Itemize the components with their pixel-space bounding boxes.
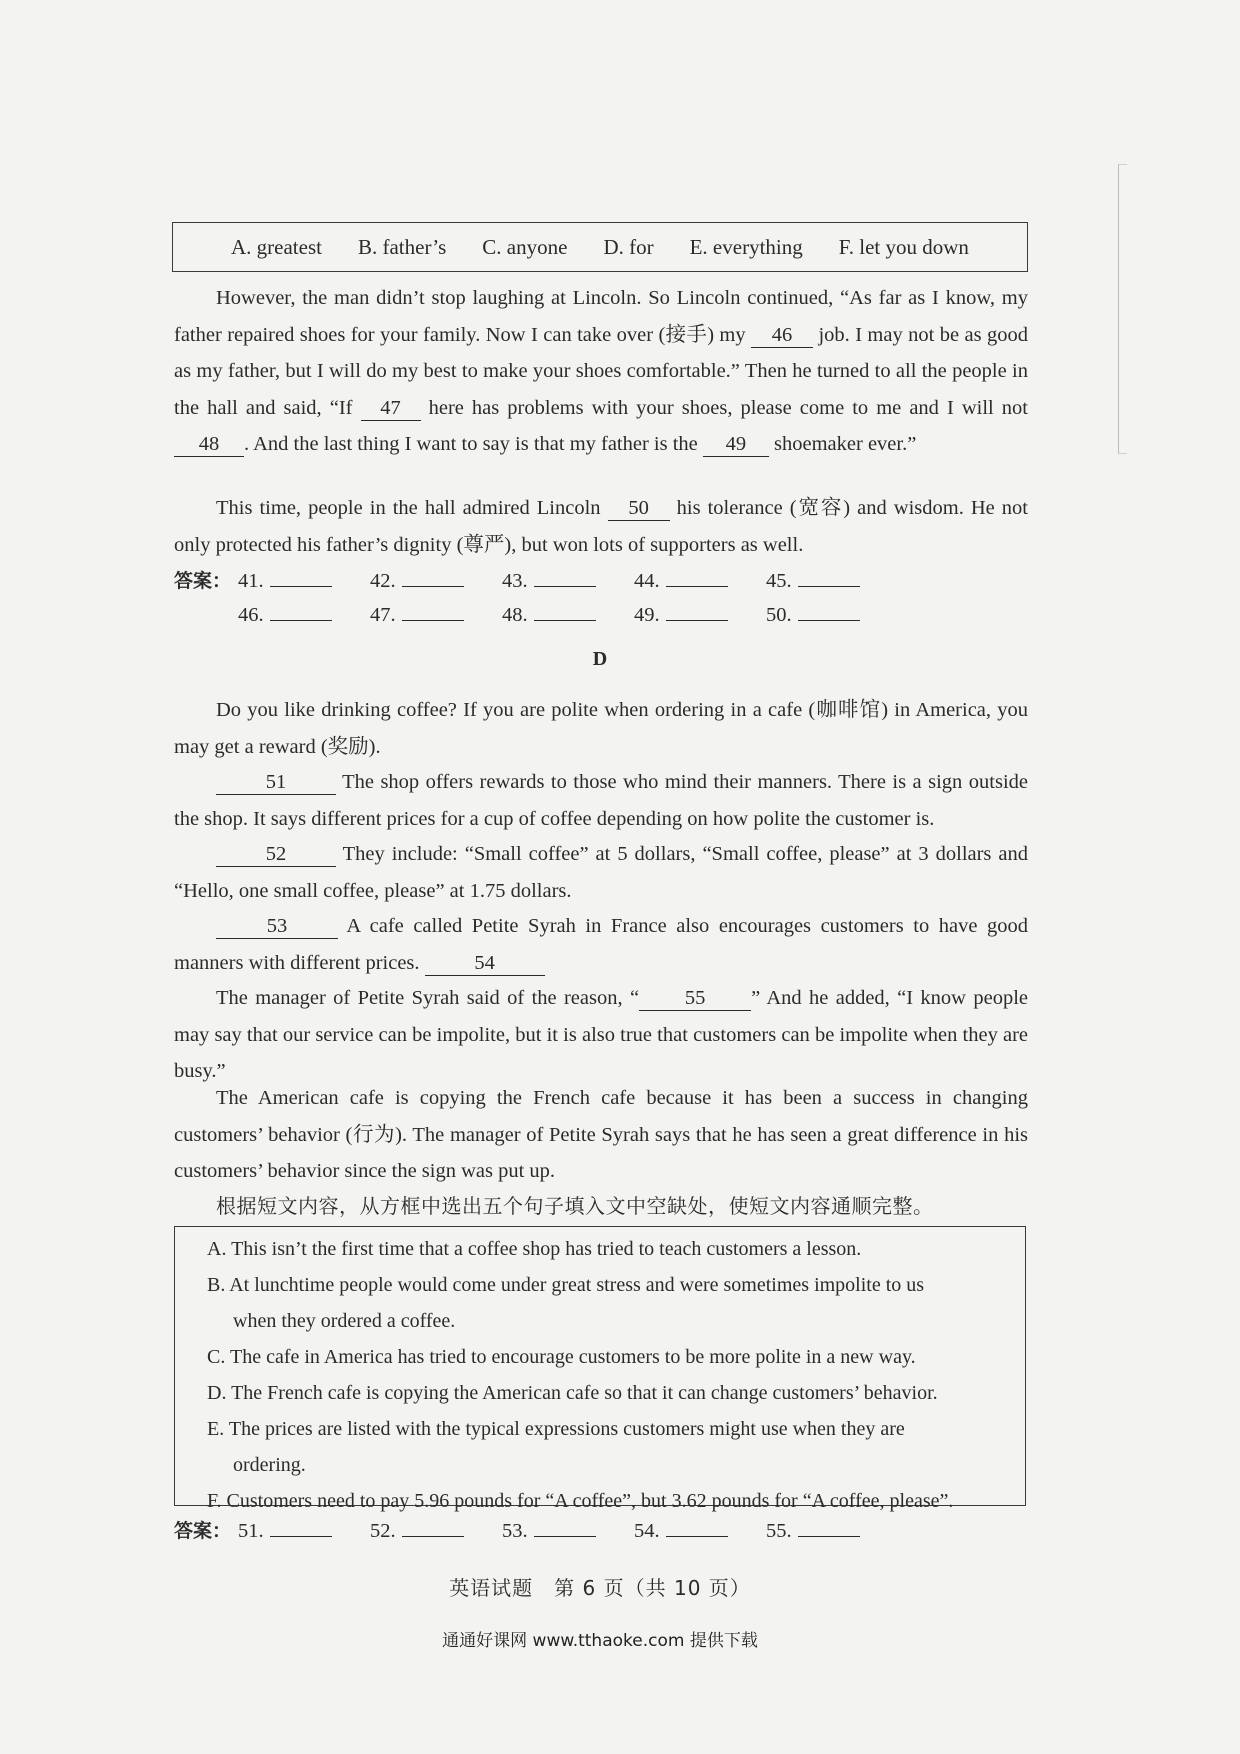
- answer-slot-47[interactable]: [402, 602, 464, 621]
- answer-slot-53[interactable]: [534, 1518, 596, 1537]
- blank-54: 54: [425, 951, 545, 976]
- passage-d-paragraph-5: The manager of Petite Syrah said of the reason, “ 55 ” And he added, “I know people may say that our service can be impolite, but it is also true that customers can be impolite when they are busy.”: [174, 987, 1028, 1082]
- answer-slot-48[interactable]: [534, 602, 596, 621]
- passage-d-paragraph-1: Do you like drinking coffee? If you are polite when ordering in a cafe (咖啡馆) in America, you may get a reward (奖励).: [174, 699, 1028, 758]
- answer-slot-51[interactable]: [270, 1518, 332, 1537]
- sentence-option-f: F. Customers need to pay 5.96 pounds for “A coffee”, but 3.62 pounds for “A coffee, please”.: [207, 1490, 954, 1512]
- passage-d-paragraph-4: 53 A cafe called Petite Syrah in France also encourages customers to have good manners with different prices. 54: [174, 915, 1028, 974]
- passage-d-paragraph-3: 52 They include: “Small coffee” at 5 dollars, “Small coffee, please” at 3 dollars and “Hello, one small coffee, please” at 1.75 dollars.: [174, 843, 1028, 902]
- answer-row-41-45: 答案： 41. 42. 43. 44. 45.: [174, 566, 898, 593]
- passage-c-paragraph-2: This time, people in the hall admired Lincoln 50 his tolerance (宽容) and wisdom. He not only protected his father’s dignity (尊严), but won lots of supporters as well.: [174, 497, 1029, 556]
- blank-55: 55: [639, 986, 751, 1011]
- answer-slot-43[interactable]: [534, 568, 596, 587]
- blank-50: 50: [608, 496, 670, 521]
- word-option: A. greatest: [231, 234, 322, 259]
- answer-slot-42[interactable]: [402, 568, 464, 587]
- answer-slot-55[interactable]: [798, 1518, 860, 1537]
- answer-label: 答案：: [174, 570, 232, 592]
- word-option: F. let you down: [838, 234, 969, 259]
- sentence-options-box: [174, 1226, 1026, 1512]
- blank-49: 49: [703, 432, 769, 457]
- sentence-option-e-continued: ordering.: [233, 1454, 306, 1476]
- instruction-text: 根据短文内容，从方框中选出五个句子填入文中空缺处，使短文内容通顺完整。: [216, 1194, 934, 1218]
- passage-d-paragraph-2: 51 The shop offers rewards to those who mind their manners. There is a sign outside the shop. It says different prices for a cup of coffee depending on how polite the customer is.: [174, 771, 1028, 830]
- word-options-box: [172, 222, 1028, 272]
- blank-53: 53: [216, 914, 338, 939]
- blank-47: 47: [361, 396, 421, 421]
- download-watermark: 通通好课网 www.tthaoke.com 提供下载: [442, 1631, 758, 1651]
- word-option: C. anyone: [482, 234, 568, 259]
- answer-slot-54[interactable]: [666, 1518, 728, 1537]
- answer-slot-44[interactable]: [666, 568, 728, 587]
- blank-48: 48: [174, 432, 244, 457]
- page-footer: 英语试题 第 6 页（共 10 页）: [449, 1576, 751, 1600]
- sentence-option-b: B. At lunchtime people would come under great stress and were sometimes impolite to us: [207, 1274, 925, 1296]
- word-option: B. father’s: [357, 234, 447, 259]
- blank-52: 52: [216, 842, 336, 867]
- passage-c-paragraph-1: However, the man didn’t stop laughing at Lincoln. So Lincoln continued, “As far as I know, my father repaired shoes for your family. Now I can take over (接手) my 46 job. I may not be as good as my father, but I will do my best to make your shoes comfortable.” Then he turned to all the people in the hall and said, “If 47 here has problems with your shoes, please come to me and I will not 48 . And the last thing I want to say is that my father is the 49 shoemaker ever.”: [174, 287, 1028, 455]
- section-title-d: D: [592, 648, 608, 670]
- sentence-option-b-continued: when they ordered a coffee.: [233, 1310, 456, 1332]
- answer-label: 答案：: [174, 1520, 232, 1542]
- blank-46: 46: [751, 323, 813, 348]
- answer-row-51-55: 答案： 51. 52. 53. 54. 55.: [174, 1516, 898, 1543]
- answer-slot-50[interactable]: [798, 602, 860, 621]
- answer-slot-45[interactable]: [798, 568, 860, 587]
- blank-51: 51: [216, 770, 336, 795]
- sentence-option-e: E. The prices are listed with the typical expressions customers might use when they are: [207, 1418, 905, 1440]
- sentence-option-d: D. The French cafe is copying the American cafe so that it can change customers’ behavior.: [207, 1382, 938, 1404]
- answer-slot-41[interactable]: [270, 568, 332, 587]
- passage-d-paragraph-6: The American cafe is copying the French cafe because it has been a success in changing customers’ behavior (行为). The manager of Petite Syrah says that he has seen a great difference in his customers’ behavior since the sign was put up.: [174, 1087, 1028, 1182]
- word-option: D. for: [603, 234, 654, 259]
- binding-margin-mark: [1118, 164, 1127, 454]
- sentence-option-a: A. This isn’t the first time that a coffee shop has tried to teach customers a lesson.: [207, 1238, 862, 1260]
- answer-slot-49[interactable]: [666, 602, 728, 621]
- answer-row-46-50: 46. 47. 48. 49. 50.: [174, 602, 898, 627]
- sentence-option-c: C. The cafe in America has tried to encourage customers to be more polite in a new way.: [207, 1346, 916, 1368]
- answer-slot-52[interactable]: [402, 1518, 464, 1537]
- word-option: E. everything: [689, 234, 803, 259]
- answer-slot-46[interactable]: [270, 602, 332, 621]
